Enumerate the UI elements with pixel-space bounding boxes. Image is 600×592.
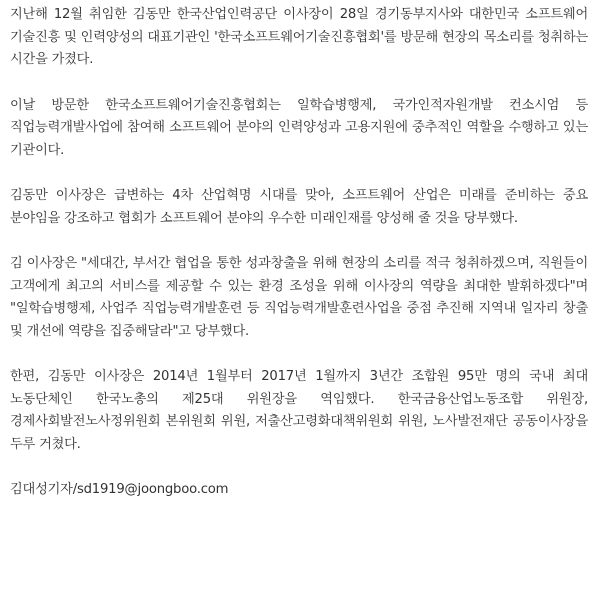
article-paragraph-5: 한편, 김동만 이사장은 2014년 1월부터 2017년 1월까지 3년간 조합원 95만 명의 국내 최대 노동단체인 한국노총의 제25대 위원장을 역임했다. 한국금융산업노동조합 위원장, 경제사회발전노사정위원회 본위원회 위원, 저출산고령화대책위원회 위원, 노사발전재단 공동이사장을 두루 거쳤다.	[10, 369, 588, 452]
article-body	[10, 4, 588, 502]
article-paragraph-1: 지난해 12월 취임한 김동만 한국산업인력공단 이사장이 28일 경기동부지사와 대한민국 소프트웨어 기술진흥 및 인력양성의 대표기관인 '한국소프트웨어기술진흥협회'를 방문해 현장의 목소리를 청취하는 시간을 가졌다.	[10, 7, 588, 67]
article-paragraph-3: 김동만 이사장은 급변하는 4차 산업혁명 시대를 맞아, 소프트웨어 산업은 미래를 준비하는 중요 분야임을 강조하고 협회가 소프트웨어 분야의 우수한 미래인재를 양성해 줄 것을 당부했다.	[10, 188, 588, 226]
article-paragraph-2: 이날 방문한 한국소프트웨어기술진흥협회는 일학습병행제, 국가인적자원개발 컨소시엄 등 직업능력개발사업에 참여해 소프트웨어 분야의 인력양성과 고용지원에 중추적인 역할을 수행하고 있는 기관이다.	[10, 97, 588, 158]
article-paragraph-4: 김 이사장은 "세대간, 부서간 협업을 통한 성과창출을 위해 현장의 소리를 적극 청취하겠으며, 직원들이 고객에게 최고의 서비스를 제공할 수 있는 환경 조성을 위해 이사장의 역량을 최대한 발휘하겠다"며 "일학습병행제, 사업주 직업능력개발훈련 등 직업능력개발훈련사업을 중점 추진해 지역내 일자리 창출 및 개선에 역량을 집중해달라"고 당부했다.	[10, 256, 588, 339]
article-byline: 김대성기자/sd1919@joongboo.com	[10, 482, 229, 497]
